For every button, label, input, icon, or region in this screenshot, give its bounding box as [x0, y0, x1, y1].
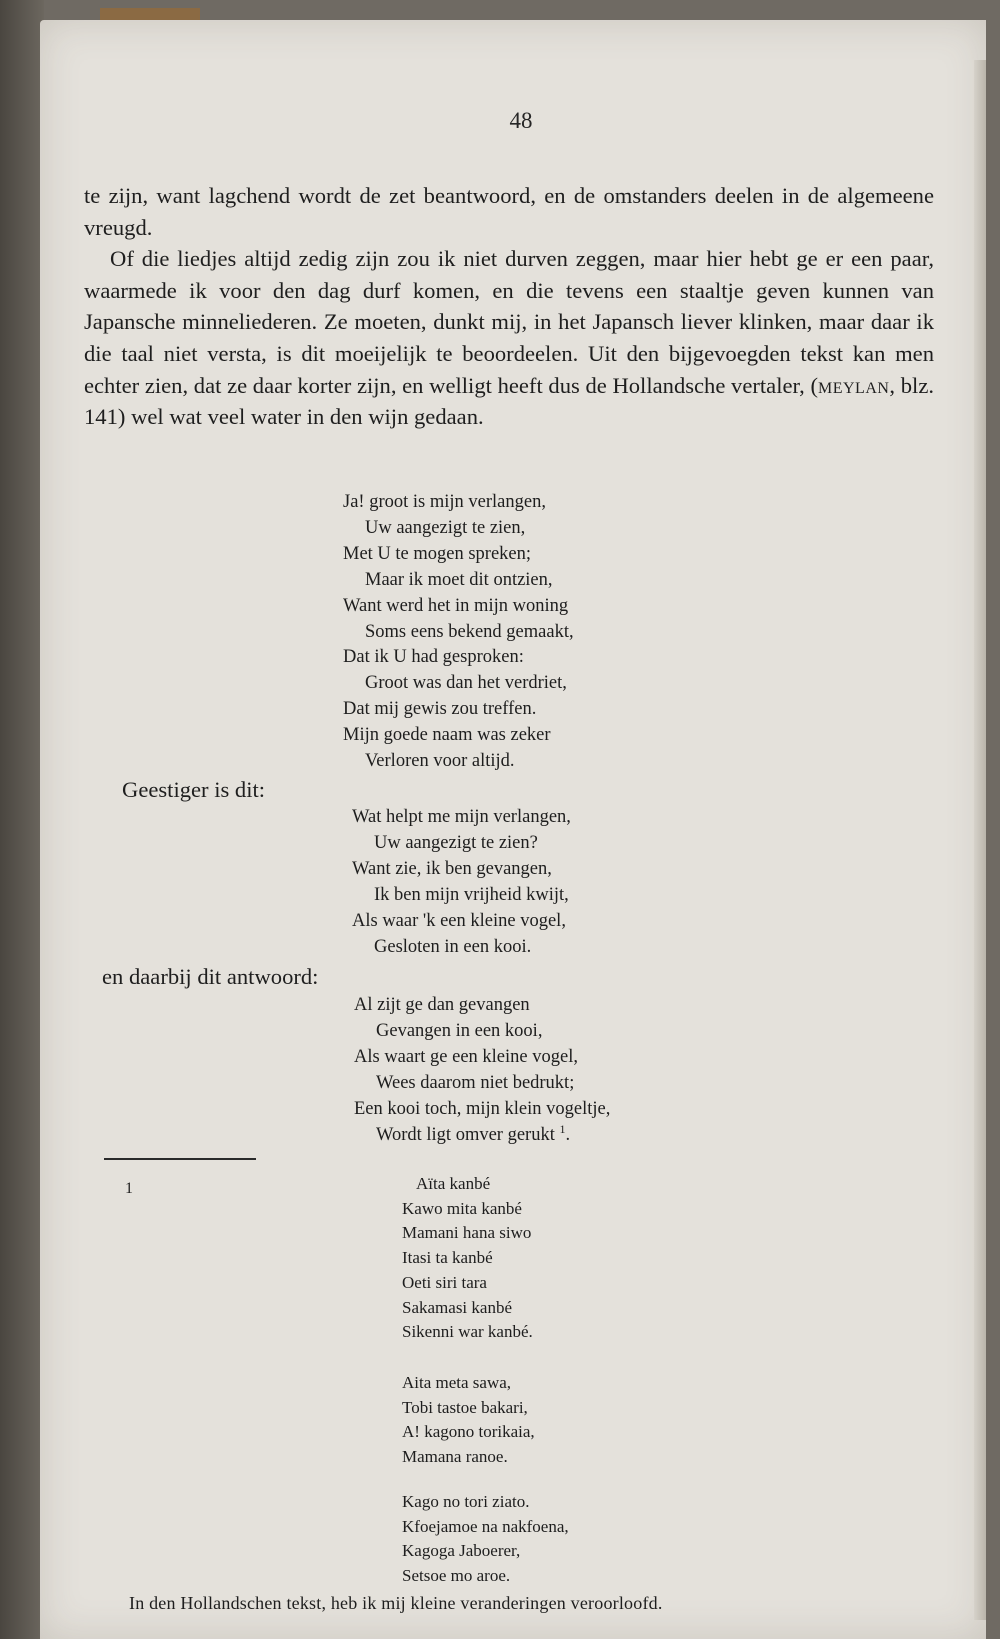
- footnote-stanza-3: [402, 1490, 569, 1589]
- poem-line: Wees daarom niet bedrukt;: [376, 1072, 575, 1093]
- footnote-stanza-2: [402, 1371, 535, 1470]
- poem-line: Wordt ligt omver gerukt $^1$.: [376, 1121, 571, 1145]
- poem-line: Soms eens bekend gemaakt,: [365, 621, 574, 642]
- poem-line: Als waar 'k een kleine vogel,: [352, 910, 566, 931]
- poem-line: Verloren voor altijd.: [365, 751, 515, 772]
- paragraph-1: te zijn, want lagchend wordt de zet beantwoord, en de omstanders deelen in de algemeene vreugd.: [84, 183, 934, 240]
- footnote-line: Aita meta sawa,: [402, 1373, 512, 1392]
- paragraph-2: [84, 243, 934, 433]
- poem-2: [352, 805, 571, 960]
- intro-label-2: en daarbij dit antwoord:: [102, 964, 319, 989]
- footnote-line: Kfoejamoe na nakfoena,: [402, 1516, 569, 1536]
- poem-line: Een kooi toch, mijn klein vogeltje,: [354, 1098, 611, 1119]
- footnote-note: In den Hollandschen tekst, heb ik mij kleine veranderingen veroorloofd.: [129, 1593, 663, 1613]
- footnote-marker: 1: [125, 1180, 133, 1197]
- author-name: meylan: [817, 372, 890, 398]
- poem-line: Uw aangezigt te zien,: [365, 517, 526, 538]
- footnote-line: Itasi ta kanbé: [402, 1248, 493, 1268]
- poem-line-text: Wordt ligt omver gerukt: [376, 1124, 555, 1145]
- footnote-line: Kago no tori ziato.: [402, 1492, 530, 1511]
- footnote-line: Sikenni war kanbé.: [402, 1322, 533, 1342]
- poem-3: [354, 993, 610, 1148]
- book-page: [40, 20, 986, 1639]
- poem-line: Maar ik moet dit ontzien,: [365, 569, 553, 590]
- footnote-line: Mamana ranoe.: [402, 1447, 508, 1467]
- page-edge: [974, 60, 986, 1620]
- poem-line: Groot was dan het verdriet,: [365, 673, 567, 694]
- poem-line: Met U te mogen spreken;: [343, 543, 532, 564]
- poem-line: Gesloten in een kooi.: [374, 936, 532, 957]
- poem-line: Want zie, ik ben gevangen,: [352, 858, 552, 879]
- poem-line: Dat ik U had gesproken:: [343, 647, 524, 668]
- footnote-line: Sakamasi kanbé: [402, 1297, 512, 1317]
- footnote-line: A! kagono torikaia,: [402, 1422, 535, 1442]
- footnote-line: Setsoe mo aroe.: [402, 1566, 511, 1586]
- footnote-divider: [104, 1158, 256, 1160]
- footnote-line: Aïta kanbé: [416, 1174, 491, 1193]
- poem-1: [343, 490, 574, 775]
- footnote-stanza-1: [402, 1172, 533, 1345]
- page-number: 48: [509, 108, 533, 133]
- footnote-line: Oeti siri tara: [402, 1272, 487, 1292]
- poem-line: Als waart ge een kleine vogel,: [354, 1046, 578, 1067]
- poem-line: Uw aangezigt te zien?: [374, 832, 538, 853]
- footnote-line: Mamani hana siwo: [402, 1223, 532, 1243]
- intro-label-1: Geestiger is dit:: [122, 777, 266, 802]
- poem-line: Mijn goede naam was zeker: [343, 725, 551, 746]
- paragraph-2-part-2: , blz. 141) wel wat veel water in den wijn gedaan.: [84, 372, 934, 430]
- poem-line: Al zijt ge dan gevangen: [354, 995, 530, 1015]
- footnote-line: Kagoga Jaboerer,: [402, 1541, 521, 1561]
- poem-line: Ik ben mijn vrijheid kwijt,: [374, 884, 569, 905]
- paragraph-2-part-1: Of die liedjes altijd zedig zijn zou ik niet durven zeggen, maar hier hebt ge er een paar, waarmede ik voor den dag durf komen, en die tevens een staaltje geven kunnen van Japansche minneliederen. Ze moeten, dunkt mij, in het Japansch liever klinken, maar daar ik die taal niet versta, is dit moeijelijk te beoordeelen. Uit den bijgevoegden tekst kan men echter zien, dat ze daar korter zijn, en welligt heeft dus de Hollandsche vertaler, (: [84, 246, 934, 398]
- poem-line: Gevangen in een kooi,: [376, 1020, 543, 1041]
- poem-line: Wat helpt me mijn verlangen,: [352, 807, 571, 827]
- backdrop-left: [0, 0, 44, 1639]
- body-text: [84, 180, 934, 433]
- poem-line: Dat mij gewis zou treffen.: [343, 699, 537, 720]
- footnote-line: Kawo mita kanbé: [402, 1198, 522, 1218]
- footnote-reference: 1: [559, 1121, 566, 1136]
- poem-line: Ja! groot is mijn verlangen,: [343, 492, 546, 512]
- footnote-line: Tobi tastoe bakari,: [402, 1397, 528, 1417]
- poem-line: Want werd het in mijn woning: [343, 595, 569, 616]
